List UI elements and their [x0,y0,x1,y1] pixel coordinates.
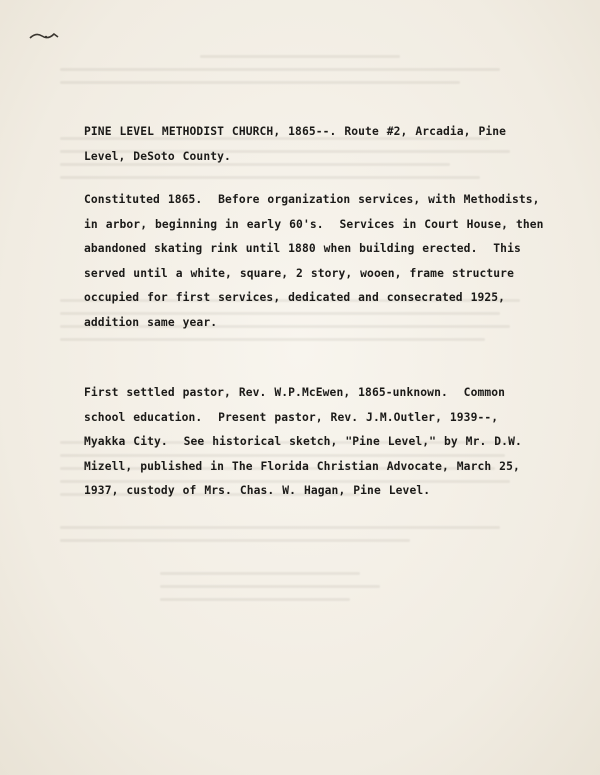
text-line: First settled pastor, Rev. W.P.McEwen, 1865-unknown. Common [84,386,506,399]
history-paragraph [84,188,554,335]
text-line: 1937, custody of Mrs. Chas. W. Hagan, Pine Level. [84,484,431,497]
text-line: Mizell, published in The Florida Christian Advocate, March 25, [84,459,520,473]
text-line: in arbor, beginning in early 60's. Services in Court House, then [84,217,544,231]
text-line: Constituted 1865. Before organization services, with Methodists, [84,193,540,206]
text-line: school education. Present pastor, Rev. J.M.Outler, 1939--, [84,410,499,424]
text-line: served until a white, square, 2 story, wooen, frame structure [84,266,514,280]
text-line: occupied for first services, dedicated and consecrated 1925, [84,291,506,304]
text-line: addition same year. [84,315,218,329]
text-line: abandoned skating rink until 1880 when building erected. This [84,242,521,255]
ink-smudge-mark [28,28,64,44]
entry-heading-paragraph [84,120,554,169]
pastor-paragraph [84,381,554,504]
text-line: Level, DeSoto County. [84,149,231,163]
text-line: Myakka City. See historical sketch, "Pine Level," by Mr. D.W. [84,435,522,448]
text-line: PINE LEVEL METHODIST CHURCH, 1865--. Route #2, Arcadia, Pine [84,125,507,138]
